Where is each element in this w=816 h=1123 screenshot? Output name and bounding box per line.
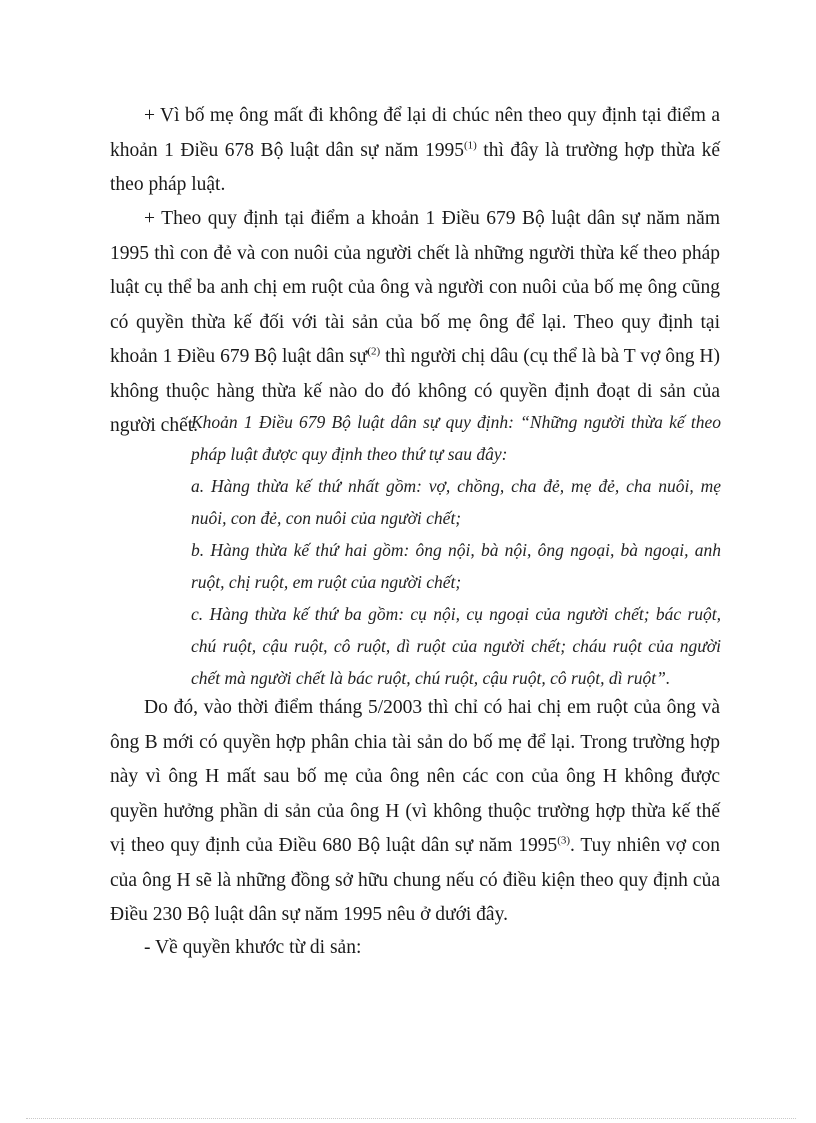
paragraph-text: + Vì bố mẹ ông mất đi không để lại di chúc nên theo quy định tại điểm a khoản 1 Điều 678 Bộ luật dân sự năm 1995 (110, 105, 720, 161)
quote-item-b: b. Hàng thừa kế thứ hai gồm: ông nội, bà nội, ông ngoại, bà ngoại, anh ruột, chị ruột, em ruột của người chết; (191, 540, 721, 592)
paragraph-text: Do đó, vào thời điểm tháng 5/2003 thì chỉ có hai chị em ruột của ông và ông B mới có quyền hợp phân chia tài sản do bố mẹ để lại. Trong trường hợp này vì ông H mất sau bố mẹ của ông nên các con của ông H không được quyền hưởng phần di sản của ông H (vì không thuộc trường hợp thừa kế thế vị theo quy định của Điều 680 Bộ luật dân sự năm 1995 (110, 697, 720, 856)
paragraph-text: + Theo quy định tại điểm a khoản 1 Điều 679 Bộ luật dân sự năm năm 1995 thì con đẻ và con nuôi của người chết là những người thừa kế theo pháp luật cụ thể ba anh chị em ruột của ông và người con nuôi của bố mẹ ông cũng có quyền thừa kế đối với tài sản của bố mẹ ông để lại. Theo quy định tại khoản 1 Điều 679 Bộ luật dân sự (110, 208, 720, 367)
quote-intro: Khoản 1 Điều 679 Bộ luật dân sự quy định: “Những người thừa kế theo pháp luật được quy định theo thứ tự sau đây: (191, 412, 721, 464)
paragraph-text: . Tuy nhiên vợ con của ông H sẽ là những đồng sở hữu chung nếu có điều kiện theo quy định của Điều 230 Bộ luật dân sự năm 1995 nêu ở dưới đây. (110, 835, 720, 925)
quote-item-c: c. Hàng thừa kế thứ ba gồm: cụ nội, cụ ngoại của người chết; bác ruột, chú ruột, cậu ruột, cô ruột, dì ruột của người chết; cháu ruột của người chết mà người chết là bác ruột, chú ruột, cậu ruột, cô ruột, dì ruột”. (191, 604, 721, 688)
quote-item-a: a. Hàng thừa kế thứ nhất gồm: vợ, chồng, cha đẻ, mẹ đẻ, cha nuôi, mẹ nuôi, con đẻ, con nuôi của người chết; (191, 476, 721, 528)
paragraph-intestate-succession (110, 99, 720, 203)
footnote-ref-2: (2) (367, 345, 381, 358)
section-heading-renunciation: - Về quyền khước từ di sản: (144, 937, 362, 958)
footnote-ref-3: (3) (557, 834, 571, 847)
paragraph-text: thì người chị dâu (cụ thể là bà T vợ ông H) không thuộc hàng thừa kế nào do đó không có quyền định đoạt di sản của người chết. (110, 346, 720, 436)
page-bottom-divider (26, 1118, 796, 1119)
paragraph-conclusion (110, 691, 720, 933)
footnote-ref-1: (1) (463, 139, 477, 151)
paragraph-text: thì đây là trường hợp thừa kế theo pháp luật. (110, 139, 720, 195)
